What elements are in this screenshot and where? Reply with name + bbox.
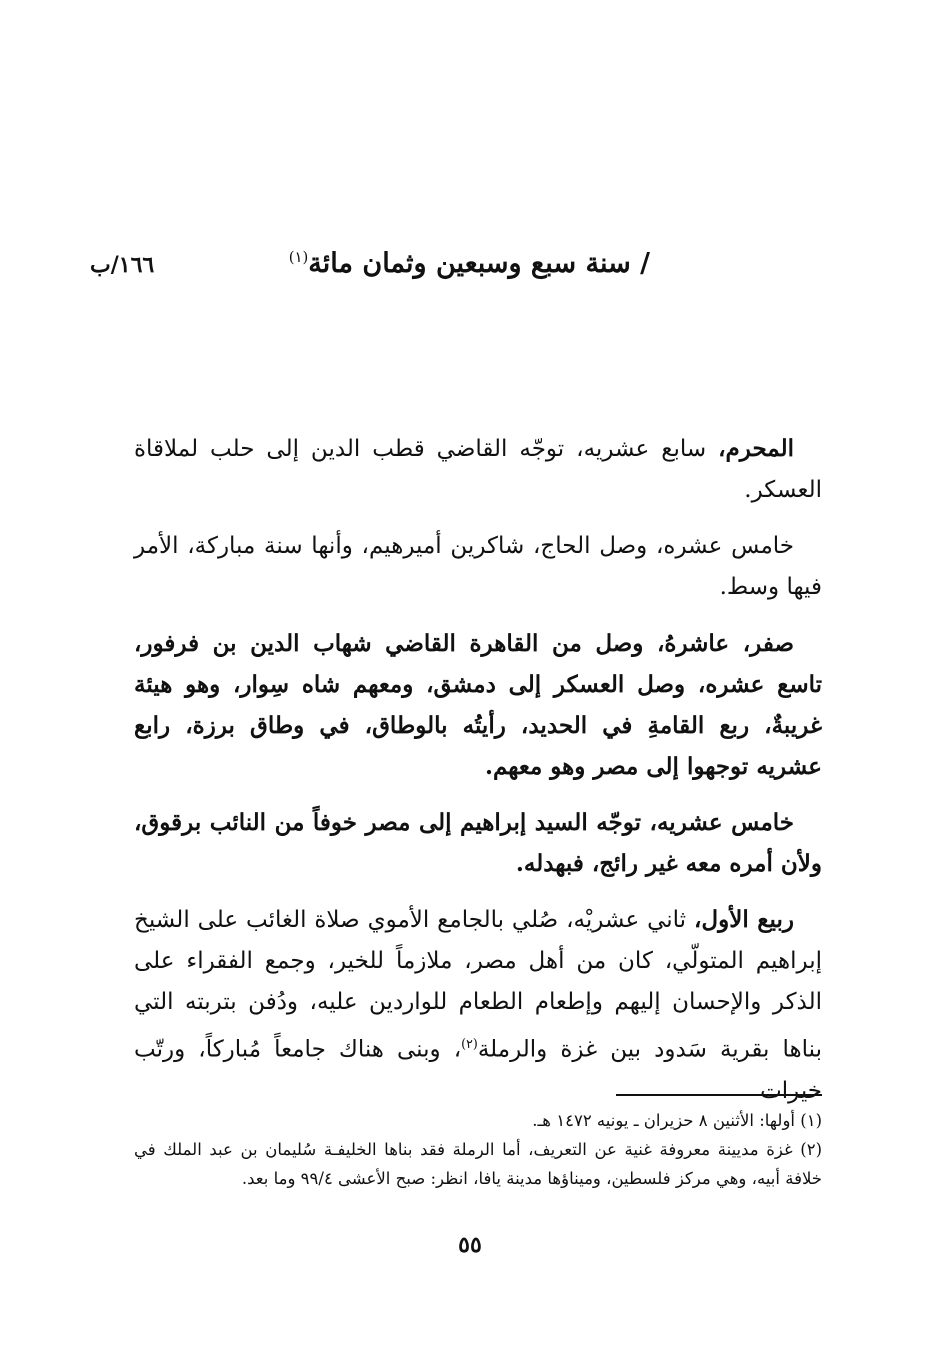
- page-number: ٥٥: [458, 1232, 482, 1258]
- heading-row: [90, 248, 820, 292]
- paragraph-footnote-ref[interactable]: (٢): [461, 1036, 478, 1051]
- footnote-2: (٢) غزة مديينة معروفة غنية عن التعريف، أما الرملة فقد بناها الخليفـة سُليمان بن عبد الملك في خلافة أبيه، وهي مركز فلسطين، وميناؤها مدينة يافا، انظر: صبح الأعشى ٩٩/٤ وما بعد.: [134, 1140, 822, 1188]
- paragraph-text-continued: ، وبنى هناك جامعاً مُباركاً، ورتّب خيرات: [134, 1036, 822, 1104]
- heading-title: سنة سبع وسبعين وثمان مائة: [308, 248, 631, 279]
- paragraph-rabi-al-awwal: [134, 899, 822, 1112]
- paragraph-pilgrims: [134, 526, 822, 608]
- paragraph-text: سابع عشريه، توجّه القاضي قطب الدين إلى حلب لملاقاة العسكر.: [134, 436, 822, 503]
- paragraph-lead: المحرم،: [718, 435, 794, 462]
- body-text: [134, 428, 822, 1127]
- footnote-1: (١) أولها: الأثنين ٨ حزيران ـ يونيه ١٤٧٢ هـ.: [532, 1111, 822, 1130]
- paragraph-text: صفر، عاشرهُ، وصل من القاهرة القاضي شهاب الدين بن فرفور، تاسع عشره، وصل العسكر إلى دمشق، ومعهم شاه سِوار، وهو هيئة غريبةٌ، ربع القامةِ في الحديد، رأيتُه بالوطاق، في وطاق برزة، رابع عشريه توجهوا إلى مصر وهو معهم.: [134, 630, 822, 780]
- footnote-divider: [616, 1094, 822, 1096]
- paragraph-muharram: [134, 428, 822, 511]
- paragraph-sayyid-ibrahim: [134, 802, 822, 884]
- paragraph-lead: ربيع الأول،: [693, 906, 794, 933]
- paragraph-text: خامس عشره، وصل الحاج، شاكرين أميرهيم، وأنها سنة مباركة، الأمر فيها وسط.: [134, 533, 822, 600]
- chapter-heading: [289, 248, 650, 279]
- footnotes: [134, 1106, 822, 1193]
- heading-prefix: /: [640, 248, 650, 279]
- heading-footnote-ref[interactable]: (١): [288, 248, 309, 266]
- paragraph-safar: [134, 623, 822, 787]
- paragraph-text: خامس عشريه، توجّه السيد إبراهيم إلى مصر خوفاً من النائب برقوق، ولأن أمره معه غير رائج، فبهدله.: [134, 809, 822, 877]
- paragraph-text: ثاني عشريْه، صُلي بالجامع الأموي صلاة الغائب على الشيخ إبراهيم المتولّي، كان من أهل مصر، ملازماً للخير، وجمع الفقراء على الذكر والإحسان إليهم وإطعام الطعام للواردين عليه، ودُفن بتربته التي بناها بقرية سَدود بين غزة والرملة: [134, 907, 822, 1063]
- manuscript-folio-marker: ١٦٦/ب: [90, 252, 155, 278]
